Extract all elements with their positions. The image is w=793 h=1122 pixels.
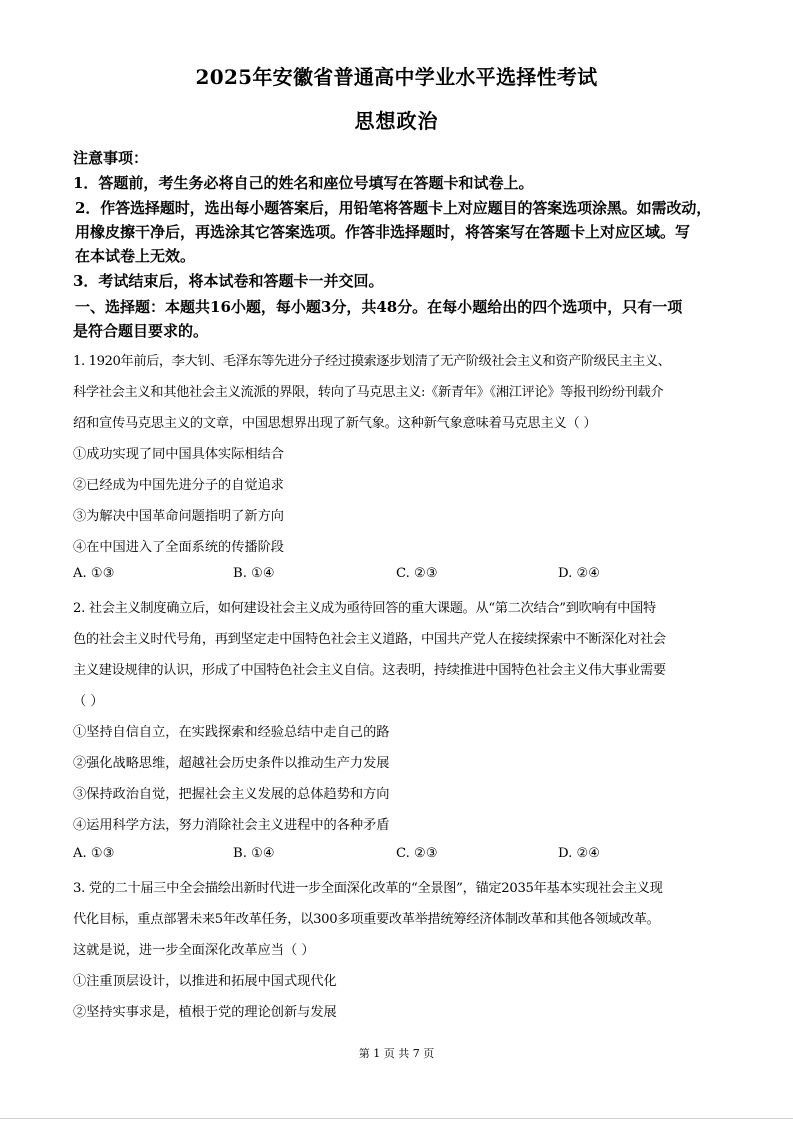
- question-1-stem: 1. 1920年前后，李大钊、毛泽东等先进分子经过摸索逐步划清了无产阶级社会主义和资产阶级民主主义、: [73, 354, 671, 369]
- notes-line: 1．答题前，考生务必将自己的姓名和座位号填写在答题卡和试卷上。: [73, 174, 534, 192]
- question-2-statement: ④运用科学方法，努力消除社会主义进程中的各种矛盾: [73, 818, 390, 833]
- question-2-statement: ①坚持自信自立，在实践探索和经验总结中走自己的路: [73, 725, 390, 740]
- question-1-statement: ③为解决中国革命问题指明了新方向: [73, 509, 284, 524]
- question-2-option-b: B. ①④: [233, 846, 275, 861]
- question-1-option-a: A. ①③: [73, 566, 115, 581]
- question-3-stem: 3. 党的二十届三中全会描绘出新时代进一步全面深化改革的“全景图”，锚定2035年基本实现社会主义现: [73, 881, 663, 896]
- question-2-stem: 主义建设规律的认识，形成了中国特色社会主义自信。这表明，持续推进中国特色社会主义伟大事业需要: [73, 663, 666, 678]
- question-2-statement: ③保持政治自觉，把握社会主义发展的总体趋势和方向: [73, 787, 390, 802]
- question-1-stem: 绍和宣传马克思主义的文章，中国思想界出现了新气象。这种新气象意味着马克思主义（ ）: [73, 416, 597, 431]
- question-1-option-b: B. ①④: [233, 566, 275, 581]
- notes-heading: 注意事项：: [73, 149, 149, 167]
- section-heading-cont: 是符合题目要求的。: [73, 322, 209, 340]
- question-1-option-d: D. ②④: [558, 566, 601, 581]
- question-3-statement: ②坚持实事求是，植根于党的理论创新与发展: [73, 1005, 337, 1020]
- question-2-stem: 2. 社会主义制度确立后，如何建设社会主义成为亟待回答的重大课题。从“第二次结合”到吹响有中国特: [73, 601, 656, 616]
- question-3-statement: ①注重顶层设计，以推进和拓展中国式现代化: [73, 974, 337, 989]
- question-2-option-a: A. ①③: [73, 846, 115, 861]
- page-divider: [0, 1118, 793, 1119]
- question-2-stem: （ ）: [73, 694, 104, 709]
- question-3-stem: 这就是说，进一步全面深化改革应当（ ）: [73, 943, 315, 958]
- question-2-option-c: C. ②③: [396, 846, 438, 861]
- question-2-statement: ②强化战略思维，超越社会历史条件以推动生产力发展: [73, 756, 390, 771]
- exam-title: 2025年安徽省普通高中学业水平选择性考试: [195, 65, 598, 89]
- question-1-stem: 科学社会主义和其他社会主义流派的界限，转向了马克思主义:《新青年》《湘江评论》等报刊纷纷刊载介: [73, 385, 664, 400]
- question-2-option-d: D. ②④: [558, 846, 601, 861]
- notes-line: 用橡皮擦干净后，再选涂其它答案选项。作答非选择题时，将答案写在答题卡上对应区域。写: [75, 223, 691, 241]
- subject-title: 思想政治: [354, 109, 439, 133]
- section-heading: 一、选择题：本题共16小题，每小题3分，共48分。在每小题给出的四个选项中，只有一项: [75, 298, 683, 316]
- question-1-statement: ①成功实现了同中国具体实际相结合: [73, 447, 284, 462]
- notes-line: 3．考试结束后，将本试卷和答题卡一并交回。: [73, 272, 384, 290]
- notes-line: 在本试卷上无效。: [75, 247, 196, 265]
- question-1-statement: ②已经成为中国先进分子的自觉追求: [73, 478, 284, 493]
- question-3-stem: 代化目标，重点部署未来5年改革任务，以300多项重要改革举措统筹经济体制改革和其他各领域改革。: [73, 912, 660, 927]
- notes-line: 2．作答选择题时，选出每小题答案后，用铅笔将答题卡上对应题目的答案选项涂黑。如需改动，: [75, 199, 712, 217]
- page-number: 第 1 页 共 7 页: [358, 1047, 435, 1060]
- question-1-option-c: C. ②③: [396, 566, 438, 581]
- question-1-statement: ④在中国进入了全面系统的传播阶段: [73, 540, 284, 555]
- question-2-stem: 色的社会主义时代号角，再到坚定走中国特色社会主义道路，中国共产党人在接续探索中不断深化对社会: [73, 632, 666, 647]
